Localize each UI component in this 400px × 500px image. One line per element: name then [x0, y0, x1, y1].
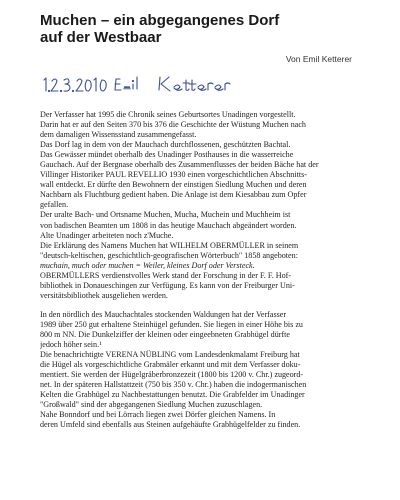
text-line: Nachbarn als Fluchtburg gedient haben. Die Anlage ist dem Kiesabbau zum Opfer [40, 190, 307, 200]
text-line: versitätsbibliothek ausgeliehen werden. [40, 290, 168, 300]
text-line: wall entdeckt. Er dürfte den Bewohnern der einstigen Siedlung Muchen und deren [40, 180, 307, 190]
text-line: gefallen. [40, 200, 69, 210]
text-line: Alte Unadinger arbeiteten noch z'Muche. [40, 230, 174, 240]
article-body [40, 110, 385, 430]
author-byline: Von Emil Ketterer [285, 54, 352, 64]
text-line: Das Gewässer mündet oberhalb des Unadinger Posthauses in die wasserreiche [40, 150, 294, 160]
paragraph-intro [40, 110, 385, 140]
text-line: Die Erklärung des Namens Muchen hat WILHELM OBERMÜLLER in seinem [40, 240, 299, 250]
paragraph-location [40, 140, 385, 210]
paragraph-burial-mounds [40, 350, 385, 410]
text-line: bibliothek in Donaueschingen zur Verfügung. Es kann von der Freiburger Uni- [40, 280, 295, 290]
paragraph-neighbors [40, 410, 385, 430]
text-line: Gauchach. Auf der Bergnase oberhalb des Zusammenflusses der beiden Bäche hat der [40, 160, 319, 170]
text-line: Das Dorf lag in dem von der Mauchach durchflossenen, geschützten Bachtal. [40, 140, 291, 150]
paragraph-obermueller [40, 241, 385, 271]
text-line: deren Umfeld sind ebenfalls aus Steinen aufgehäufte Grabhügelfelder zu finden. [40, 420, 301, 430]
text-line: jedoch höher sein.¹ [40, 340, 102, 350]
text-line: Kelten die Grabhügel zu Nachbestattungen benutzt. Die Grabfelder im Unadinger [40, 390, 305, 400]
text-line: OBERMÜLLERS verdienstvolles Werk stand der Forschung in der F. F. Hof- [40, 270, 292, 280]
text-line: die Hügel als vorgeschichtliche Grabmäler erkannt und mit dem Verfasser doku- [40, 360, 301, 370]
text-line: 1989 über 250 gut erhaltene Steinhügel gefunden. Sie liegen in einer Höhe bis zu [40, 319, 303, 329]
text-line: Nahe Bonndorf und bei Lörrach liegen zwei Dörfer gleichen Namens. In [40, 410, 276, 420]
paragraph-library [40, 271, 385, 301]
article-title [40, 12, 340, 46]
title-line-1: Muchen – ein abgegangenes Dorf [40, 12, 280, 29]
text-line: Der uralte Bach- und Ortsname Muchen, Mucha, Muchein und Muchheim ist [40, 210, 291, 220]
handwritten-signature-image [40, 72, 270, 98]
text-line: 800 m NN. Die Dunkelziffer der kleinen oder eingeebneten Grabhügel dürfte [40, 329, 290, 339]
paragraph-name-origin [40, 210, 385, 240]
text-line: Der Verfasser hat 1995 die Chronik seines Geburtsortes Unadingen vorgestellt. [40, 110, 296, 119]
text-line: Darin hat er auf den Seiten 370 bis 376 die Geschichte der Wüstung Muchen nach [40, 120, 306, 130]
text-line: Die benachrichtigte VERENA NÜBLING vom Landesdenkmalamt Freiburg hat [40, 350, 300, 360]
text-line: Villinger Historiker PAUL REVELLIO 1930 einen vorgeschichtlichen Abschnitts- [40, 170, 307, 180]
text-line: In den nördlich des Mauchachtales stockenden Waldungen hat der Verfasser [40, 309, 287, 319]
text-line: von badischen Beamten um 1808 in das heutige Mauchach abgeändert worden. [40, 220, 297, 230]
text-line: muchain, much oder muchen = Weiler, kleines Dorf oder Versteck. [40, 260, 255, 270]
text-line: "deutsch-keltischen, geschichtlich-geografischen Wörterbuch" 1858 angeboten: [40, 250, 298, 260]
paragraph-stone-mounds [40, 310, 385, 350]
text-line: "Großwald" sind der abgegangenen Siedlung Muchen zuzuschlagen. [40, 400, 263, 410]
text-line: net. In der späteren Hallstattzeit (750 bis 350 v. Chr.) haben die indogermanischen [40, 380, 307, 390]
text-line: dem damaligen Wissensstand zusammengefasst. [40, 130, 197, 140]
handwritten-annotation [40, 72, 270, 98]
title-line-2: auf der Westbaar [40, 29, 162, 46]
text-line: mentiert. Sie werden der Hügelgräberbronzezeit (1800 bis 1200 v. Chr.) zugeord- [40, 370, 304, 380]
